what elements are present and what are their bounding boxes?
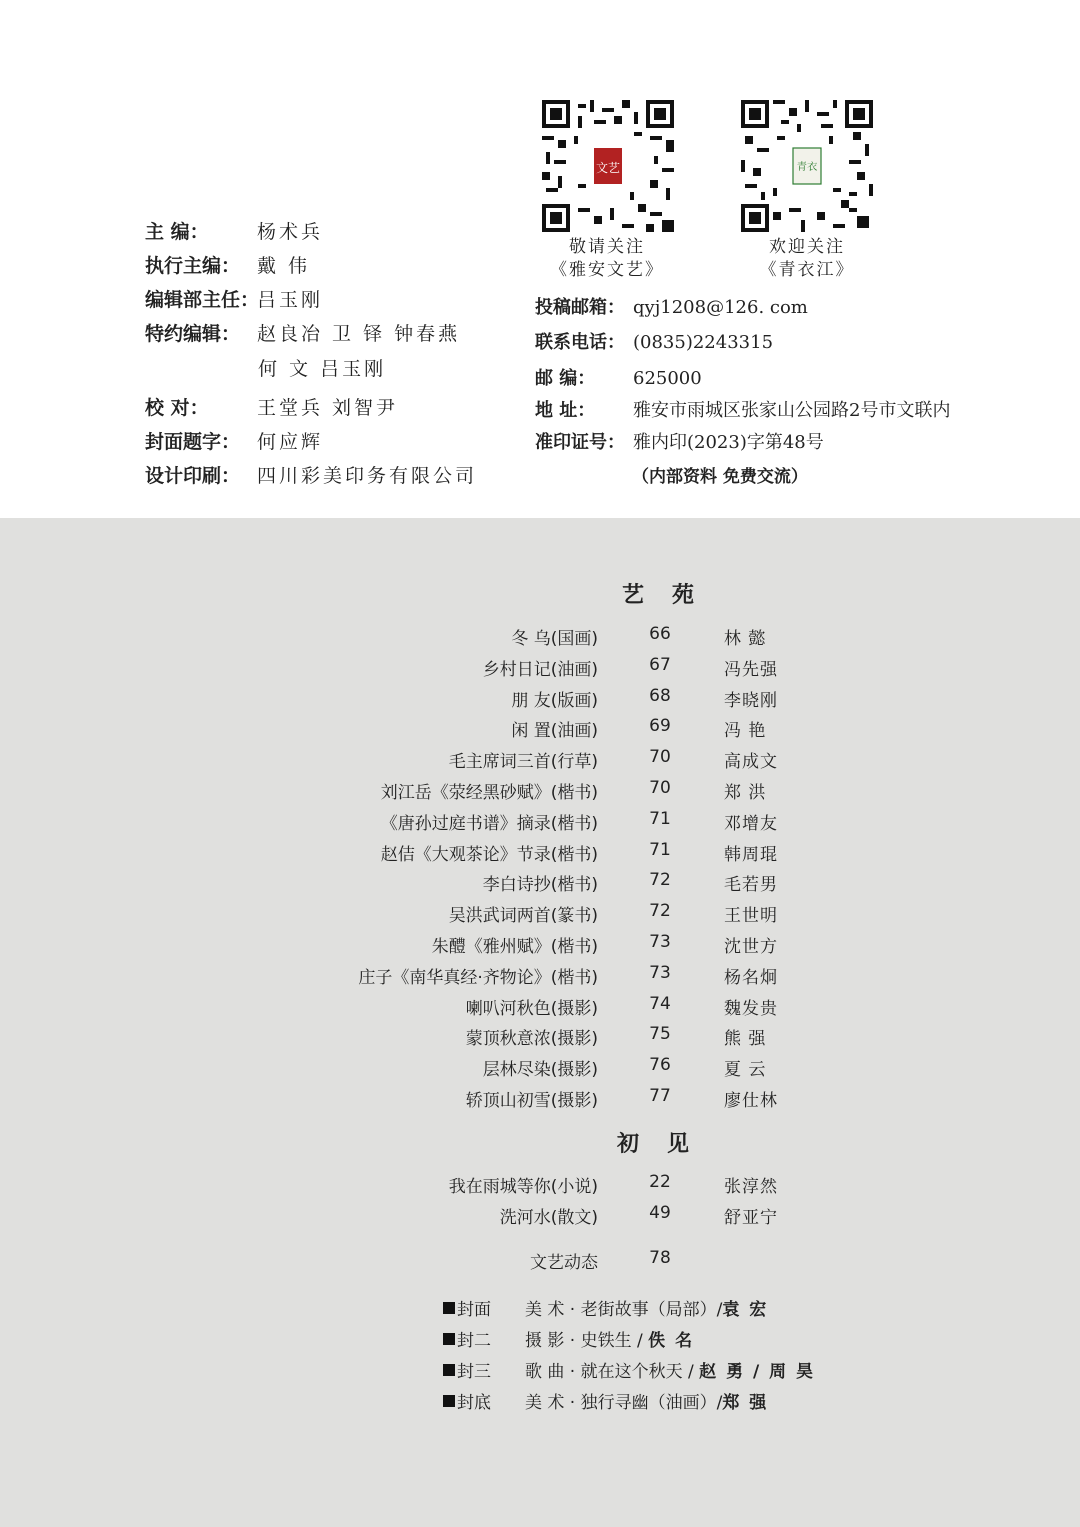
contact-label: 投稿邮箱： xyxy=(535,297,625,318)
toc-title: 《唐孙过庭书谱》摘录(楷书) xyxy=(380,813,598,834)
qr-code-qingyijiang xyxy=(741,100,873,232)
toc-row xyxy=(0,1203,1080,1231)
toc-page: 71 xyxy=(649,839,671,860)
contact-permit-number xyxy=(535,429,824,457)
cover-desc: 摄 影 · 史铁生 / xyxy=(525,1331,649,1351)
toc-row xyxy=(0,716,1080,744)
cover-label: 封面 xyxy=(457,1300,491,1320)
contact-label: 准印证号： xyxy=(535,432,625,453)
cover-credit-inside-back xyxy=(443,1357,815,1382)
toc-page: 75 xyxy=(649,1024,671,1045)
staff-value: 戴 伟 xyxy=(257,255,311,277)
toc-row xyxy=(0,963,1080,991)
staff-label: 编辑部主任： xyxy=(145,289,260,311)
toc-page: 67 xyxy=(649,654,671,675)
toc-row xyxy=(0,901,1080,929)
toc-row xyxy=(0,624,1080,652)
internal-note: （内部资料 免费交流） xyxy=(632,467,808,487)
section-title-chujian: 初见 xyxy=(617,1131,718,1157)
toc-author: 舒亚宁 xyxy=(724,1208,778,1228)
cover-desc: 歌 曲 · 就在这个秋天 / xyxy=(525,1362,700,1382)
cover-label: 封二 xyxy=(457,1331,491,1351)
toc-row xyxy=(0,994,1080,1022)
staff-value: 杨术兵 xyxy=(257,221,324,243)
toc-title: 吴洪武词两首(篆书) xyxy=(448,906,598,927)
toc-author: 沈世方 xyxy=(724,937,778,957)
qr-caption-line2: 《青衣江》 xyxy=(759,260,855,280)
staff-editorial-director xyxy=(145,286,323,314)
staff-value: 赵良冶 卫 铎 钟春燕 xyxy=(257,323,461,345)
toc-row xyxy=(0,1024,1080,1052)
toc-title: 蒙顶秋意浓(摄影) xyxy=(465,1029,598,1050)
qr-code-graphic xyxy=(741,100,873,232)
toc-page: 77 xyxy=(649,1086,671,1106)
toc-author: 高成文 xyxy=(724,752,778,773)
staff-value: 何应辉 xyxy=(257,431,324,453)
contact-email xyxy=(535,294,808,322)
toc-row xyxy=(0,1055,1080,1083)
toc-author: 夏 云 xyxy=(724,1060,767,1081)
toc-page: 22 xyxy=(649,1172,671,1192)
qr-caption xyxy=(522,236,692,282)
toc-author: 李晓刚 xyxy=(724,690,778,711)
toc-title: 喇叭河秋色(摄影) xyxy=(465,998,598,1019)
toc-page: 73 xyxy=(649,932,671,952)
toc-row xyxy=(0,1172,1080,1200)
toc-title: 层林尽染(摄影) xyxy=(482,1060,598,1081)
cover-label: 封三 xyxy=(457,1362,491,1382)
toc-author: 魏发贵 xyxy=(724,998,778,1019)
qr-code-yaan-wenyi xyxy=(542,100,674,232)
toc-row xyxy=(0,655,1080,683)
toc-page: 70 xyxy=(649,747,671,768)
qr-caption-line1: 敬请关注 xyxy=(569,237,645,257)
toc-title: 朋 友(版画) xyxy=(511,690,598,711)
toc-title: 文艺动态 xyxy=(530,1253,598,1273)
staff-label: 特约编辑： xyxy=(145,323,241,345)
staff-value: 王堂兵 刘智尹 xyxy=(257,397,399,419)
contact-address xyxy=(535,397,950,425)
contact-phone xyxy=(535,329,773,357)
bullet-square-icon xyxy=(443,1302,455,1314)
toc-page: 74 xyxy=(649,993,671,1014)
toc-page: 71 xyxy=(649,808,671,829)
cover-desc: 美 术 · 独行寻幽（油画）/ xyxy=(525,1393,723,1413)
toc-page: 70 xyxy=(649,778,671,798)
cover-credit-front xyxy=(443,1295,768,1320)
staff-contributing-editors xyxy=(145,320,460,348)
toc-author: 张淳然 xyxy=(724,1177,778,1197)
toc-page: 72 xyxy=(649,870,671,891)
cover-credit-back xyxy=(443,1388,768,1413)
bullet-square-icon xyxy=(443,1364,455,1376)
toc-author: 邓增友 xyxy=(724,813,778,834)
qr-caption-line1: 欢迎关注 xyxy=(769,237,845,257)
toc-row xyxy=(0,840,1080,868)
toc-title: 洗河水(散文) xyxy=(499,1208,598,1228)
section-title-yiyuan: 艺苑 xyxy=(622,582,723,608)
toc-author: 郑 洪 xyxy=(724,783,767,803)
toc-title: 李白诗抄(楷书) xyxy=(482,875,598,896)
contact-value: (0835)2243315 xyxy=(633,332,774,353)
toc-title: 闲 置(油画) xyxy=(511,721,598,742)
contact-value: 625000 xyxy=(633,368,702,389)
staff-label: 设计印刷： xyxy=(145,465,241,487)
toc-title: 朱醴《雅州赋》(楷书) xyxy=(431,937,598,957)
toc-page: 68 xyxy=(649,685,671,706)
contact-label: 地 址： xyxy=(535,400,596,421)
toc-page: 66 xyxy=(649,624,671,644)
toc-row xyxy=(0,1086,1080,1114)
toc-row xyxy=(0,870,1080,898)
staff-proofreader xyxy=(145,394,398,422)
toc-page: 73 xyxy=(649,962,671,983)
svg-text:青衣: 青衣 xyxy=(796,161,818,173)
staff-executive-editor xyxy=(145,252,310,280)
toc-page: 76 xyxy=(649,1055,671,1076)
staff-design-printing xyxy=(145,462,477,490)
toc-title: 轿顶山初雪(摄影) xyxy=(465,1091,598,1111)
toc-author: 廖仕林 xyxy=(724,1091,778,1111)
toc-author: 林 懿 xyxy=(724,629,767,649)
toc-author: 毛若男 xyxy=(724,875,778,896)
contact-label: 联系电话： xyxy=(535,332,625,353)
toc-title: 庄子《南华真经·齐物论》(楷书) xyxy=(358,967,598,988)
toc-author: 王世明 xyxy=(724,906,778,927)
staff-value: 四川彩美印务有限公司 xyxy=(257,465,478,487)
bullet-square-icon xyxy=(443,1333,455,1345)
toc-row xyxy=(0,778,1080,806)
contact-value: 雅内印(2023)字第48号 xyxy=(633,432,824,453)
contact-postcode xyxy=(535,365,702,393)
contact-value: 雅安市雨城区张家山公园路2号市文联内 xyxy=(633,400,951,421)
toc-author: 冯先强 xyxy=(724,659,778,680)
staff-label: 校 对： xyxy=(145,397,209,419)
qr-caption-line2: 《雅安文艺》 xyxy=(550,260,664,280)
toc-title: 毛主席词三首(行草) xyxy=(448,752,598,773)
staff-contributing-editors-cont: 何 文 吕玉刚 xyxy=(258,358,387,380)
staff-label: 主 编： xyxy=(145,221,209,243)
toc-page: 69 xyxy=(649,716,671,737)
toc-row xyxy=(0,932,1080,960)
cover-credit-inside-front xyxy=(443,1326,694,1351)
svg-text:文艺: 文艺 xyxy=(595,161,621,175)
toc-page: 72 xyxy=(649,901,671,922)
toc-page: 78 xyxy=(649,1248,671,1268)
staff-label: 执行主编： xyxy=(145,255,241,277)
toc-page: 49 xyxy=(649,1203,671,1223)
toc-title: 我在雨城等你(小说) xyxy=(448,1177,598,1197)
contact-value: qyj1208@126. com xyxy=(633,297,808,318)
toc-row-news xyxy=(0,1248,1080,1276)
contact-label: 邮 编： xyxy=(535,368,596,389)
cover-author: 袁 宏 xyxy=(722,1300,769,1320)
qr-code-graphic xyxy=(542,100,674,232)
cover-desc: 美 术 · 老街故事（局部）/ xyxy=(525,1300,723,1320)
toc-title: 乡村日记(油画) xyxy=(482,659,598,680)
toc-author: 冯 艳 xyxy=(724,721,767,742)
qr-caption xyxy=(722,236,892,282)
cover-label: 封底 xyxy=(457,1393,491,1413)
toc-author: 韩周琨 xyxy=(724,844,778,865)
staff-editor-in-chief xyxy=(145,218,323,246)
toc-title: 赵佶《大观茶论》节录(楷书) xyxy=(380,844,598,865)
masthead-section xyxy=(0,0,1080,518)
toc-author: 杨名炯 xyxy=(724,967,778,988)
cover-author: 郑 强 xyxy=(722,1393,769,1413)
toc-title: 刘江岳《荥经黑砂赋》(楷书) xyxy=(380,783,598,803)
staff-label: 封面题字： xyxy=(145,431,241,453)
staff-value: 吕玉刚 xyxy=(257,289,324,311)
toc-title: 冬 乌(国画) xyxy=(511,629,598,649)
cover-author: 佚 名 xyxy=(648,1331,695,1351)
bullet-square-icon xyxy=(443,1395,455,1407)
cover-author: 赵 勇 / 周 昊 xyxy=(699,1362,816,1382)
toc-row xyxy=(0,686,1080,714)
toc-author: 熊 强 xyxy=(724,1029,767,1050)
staff-cover-calligraphy xyxy=(145,428,323,456)
toc-row xyxy=(0,809,1080,837)
toc-row xyxy=(0,747,1080,775)
